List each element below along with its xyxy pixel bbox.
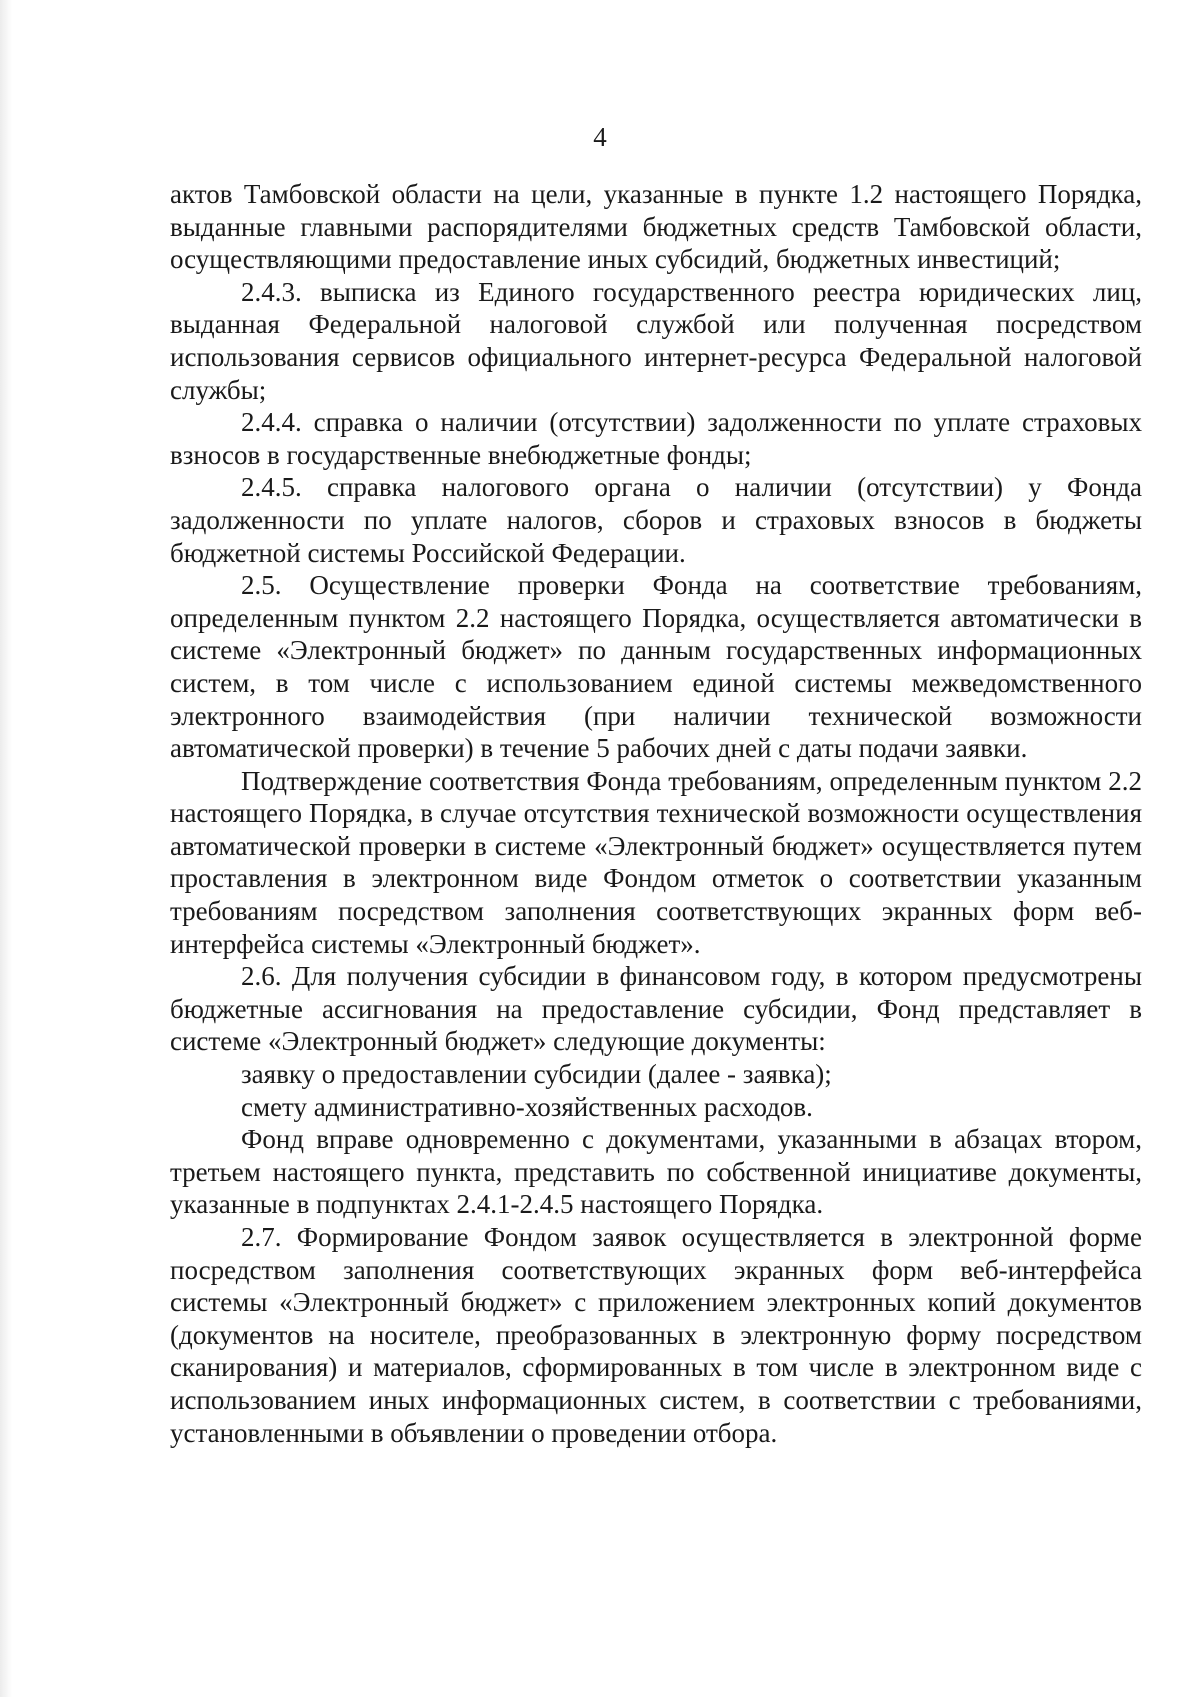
paragraph-2-5: 2.5. Осуществление проверки Фонда на соответствие требованиям, определенным пунктом 2.2 настоящего Порядка, осуществляется автоматически в системе «Электронный бюджет» по данным государственных информационных систем, в том числе с использованием единой системы межведомственного электронного взаимодействия (при наличии технической возможности автоматической проверки) в течение 5 рабочих дней с даты подачи заявки. (170, 570, 1142, 764)
paragraph-2-7: 2.7. Формирование Фондом заявок осуществляется в электронной форме посредством заполнения соответствующих экранных форм веб-интерфейса системы «Электронный бюджет» с приложением электронных копий документов (документов на носителе, преобразованных в электронную форму посредством сканирования) и материалов, сформированных в том числе в электронном виде с использованием иных информационных систем, в соответствии с требованиями, установленными в объявлении о проведении отбора. (170, 1222, 1142, 1448)
list-item-application: заявку о предоставлении субсидии (далее - заявка); (241, 1059, 832, 1090)
paragraph-confirmation: Подтверждение соответствия Фонда требованиям, определенным пунктом 2.2 настоящего Порядка, в случае отсутствия технической возможности осуществления автоматической проверки в системе «Электронный бюджет» осуществляется путем проставления в электронном виде Фондом отметок о соответствии указанным требованиям посредством заполнения соответствующих экранных форм веб-интерфейса системы «Электронный бюджет». (170, 765, 1142, 959)
document-body (170, 178, 1142, 1449)
scan-edge-shadow (0, 0, 12, 1697)
paragraph-2-4-5: 2.4.5. справка налогового органа о наличии (отсутствии) у Фонда задолженности по уплате налогов, сборов и страховых взносов в бюджеты бюджетной системы Российской Федерации. (170, 472, 1142, 568)
paragraph-2-4-3: 2.4.3. выписка из Единого государственного реестра юридических лиц, выданная Федеральной налоговой службой или полученная посредством использования сервисов официального интернет-ресурса Федеральной налоговой службы; (170, 276, 1142, 405)
list-item-estimate: смету административно-хозяйственных расходов. (241, 1091, 813, 1122)
paragraph-2-6: 2.6. Для получения субсидии в финансовом году, в котором предусмотрены бюджетные ассигнования на предоставление субсидии, Фонд представляет в системе «Электронный бюджет» следующие документы: (170, 961, 1142, 1057)
page-number: 4 (593, 122, 607, 152)
paragraph-continuation: актов Тамбовской области на цели, указанные в пункте 1.2 настоящего Порядка, выданные главными распорядителями бюджетных средств Тамбовской области, осуществляющими предоставление иных субсидий, бюджетных инвестиций; (170, 179, 1142, 275)
paragraph-fund-right: Фонд вправе одновременно с документами, указанными в абзацах втором, третьем настоящего пункта, представить по собственной инициативе документы, указанные в подпунктах 2.4.1-2.4.5 настоящего Порядка. (170, 1124, 1142, 1220)
paragraph-2-4-4: 2.4.4. справка о наличии (отсутствии) задолженности по уплате страховых взносов в государственные внебюджетные фонды; (170, 407, 1142, 470)
